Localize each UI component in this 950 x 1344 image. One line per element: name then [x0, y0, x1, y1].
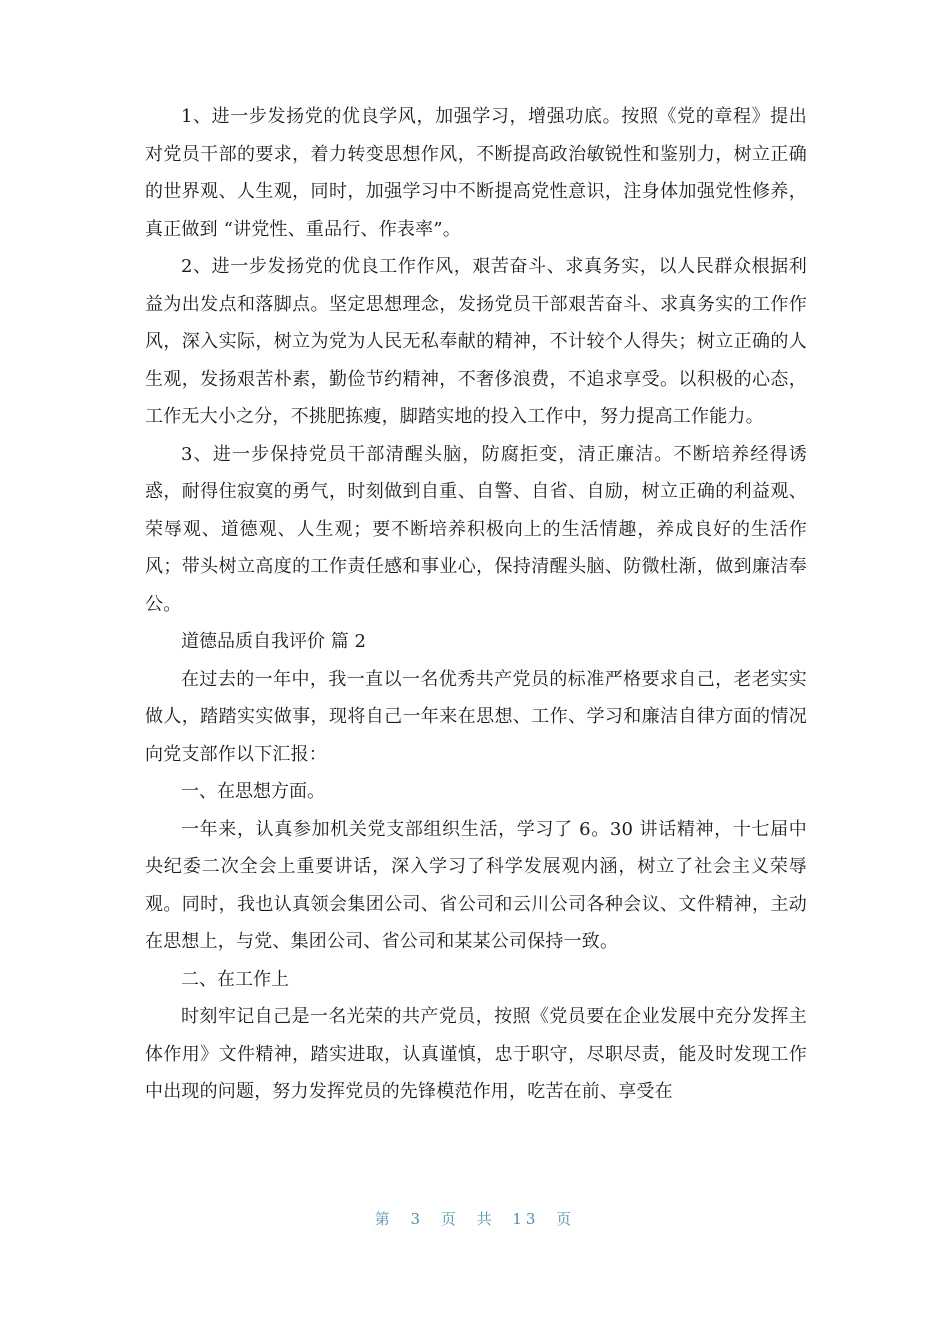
- paragraph-point-1: 1、进一步发扬党的优良学风，加强学习，增强功底。按照《党的章程》提出对党员干部的要求，着力转变思想作风，不断提高政治敏锐性和鉴别力，树立正确的世界观、人生观，同时，加强学习中不断提高党性意识，注身体加强党性修养，真正做到 “讲党性、重品行、作表率”。: [145, 106, 807, 240]
- subheading-work: 二、在工作上: [181, 968, 289, 990]
- intro-paragraph: 在过去的一年中，我一直以一名优秀共产党员的标准严格要求自己，老老实实做人，踏踏实实做事，现将自己一年来在思想、工作、学习和廉洁自律方面的情况向党支部作以下汇报：: [145, 668, 807, 765]
- footer-page-number: 3: [410, 1210, 425, 1228]
- footer-prefix: 第: [374, 1210, 394, 1228]
- footer-total-pages: 13: [512, 1210, 540, 1228]
- document-body: [145, 98, 807, 1111]
- footer-suffix: 页: [556, 1210, 576, 1228]
- footer-mid: 页 共: [440, 1210, 496, 1228]
- paragraph-point-3: 3、进一步保持党员干部清醒头脑，防腐拒变，清正廉洁。不断培养经得诱惑，耐得住寂寞的勇气，时刻做到自重、自警、自省、自励，树立正确的利益观、荣辱观、道德观、人生观；要不断培养积极向上的生活情趣，养成良好的生活作风；带头树立高度的工作责任感和事业心，保持清醒头脑、防微杜渐，做到廉洁奉公。: [145, 443, 807, 615]
- section-title: 道德品质自我评价 篇 2: [181, 631, 366, 652]
- work-paragraph: 时刻牢记自己是一名光荣的共产党员，按照《党员要在企业发展中充分发挥主体作用》文件精神，踏实进取，认真谨慎，忠于职守，尽职尽责，能及时发现工作中出现的问题，努力发挥党员的先锋模范作用，吃苦在前、享受在: [145, 1006, 807, 1102]
- page-footer: [0, 1208, 950, 1229]
- subheading-thought: 一、在思想方面。: [181, 781, 325, 802]
- paragraph-point-2: 2、进一步发扬党的优良工作作风，艰苦奋斗、求真务实，以人民群众根据利益为出发点和落脚点。坚定思想理念，发扬党员干部艰苦奋斗、求真务实的工作作风，深入实际，树立为党为人民无私奉献的精神，不计较个人得失；树立正确的人生观，发扬艰苦朴素，勤俭节约精神，不奢侈浪费，不追求享受。以积极的心态，工作无大小之分，不挑肥拣瘦，脚踏实地的投入工作中，努力提高工作能力。: [145, 256, 807, 427]
- thought-paragraph: 一年来，认真参加机关党支部组织生活，学习了 6。30 讲话精神，十七届中央纪委二次全会上重要讲话，深入学习了科学发展观内涵，树立了社会主义荣辱观。同时，我也认真领会集团公司、省公司和云川公司各种会议、文件精神，主动在思想上，与党、集团公司、省公司和某某公司保持一致。: [145, 818, 807, 952]
